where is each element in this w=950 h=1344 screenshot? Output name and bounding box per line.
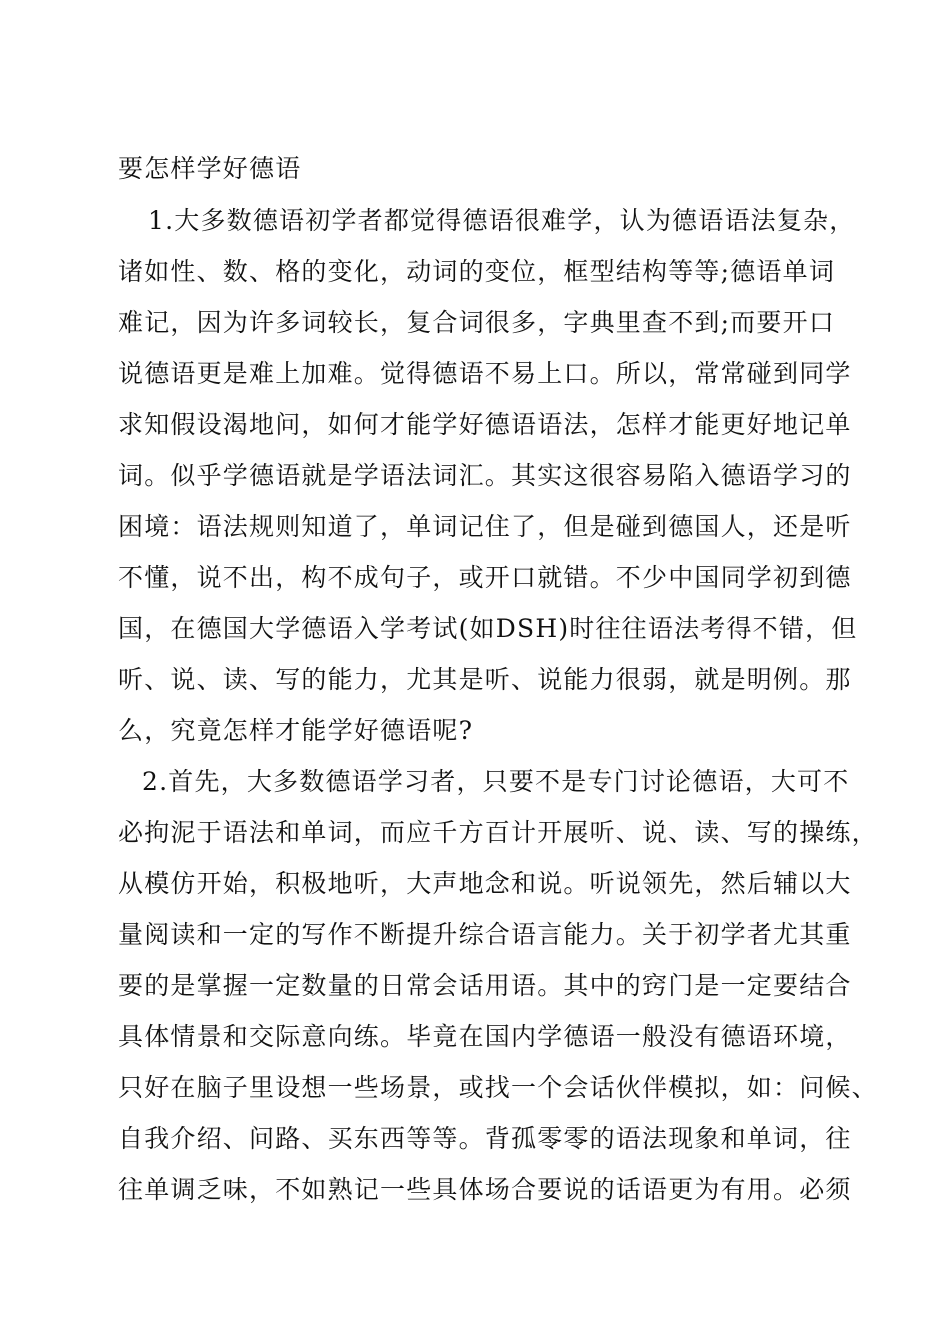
paragraph-1-line-11: 么，究竟怎样才能学好德语呢? <box>118 716 474 745</box>
paragraph-1-line-3: 难记，因为许多词较长，复合词很多，字典里查不到;而要开口 <box>118 308 836 337</box>
paragraph-1-line-7: 困境：语法规则知道了，单词记住了，但是碰到德国人，还是听 <box>118 512 852 541</box>
paragraph-2-line-7: 只好在脑子里设想一些场景，或找一个会话伙伴模拟，如：问候、 <box>118 1073 878 1102</box>
paragraph-1-line-1: 1.大多数德语初学者都觉得德语很难学，认为德语语法复杂， <box>148 206 856 235</box>
document-title: 要怎样学好德语 <box>118 154 302 183</box>
paragraph-1-line-5: 求知假设渴地问，如何才能学好德语语法，怎样才能更好地记单 <box>118 410 852 439</box>
paragraph-1-line-8: 不懂，说不出，构不成句子，或开口就错。不少中国同学初到德 <box>118 563 852 592</box>
paragraph-2-line-3: 从模仿开始，积极地听，大声地念和说。听说领先，然后辅以大 <box>118 869 852 898</box>
paragraph-2-line-6: 具体情景和交际意向练。毕竟在国内学德语一般没有德语环境， <box>118 1022 852 1051</box>
paragraph-1-line-4: 说德语更是难上加难。觉得德语不易上口。所以，常常碰到同学 <box>118 359 852 388</box>
paragraph-1-line-6: 词。似乎学德语就是学语法词汇。其实这很容易陷入德语学习的 <box>118 461 852 490</box>
paragraph-2-line-9: 往单调乏味，不如熟记一些具体场合要说的话语更为有用。必须 <box>118 1175 852 1204</box>
paragraph-1-line-2: 诸如性、数、格的变化，动词的变位，框型结构等等;德语单词 <box>118 257 836 286</box>
paragraph-2-line-4: 量阅读和一定的写作不断提升综合语言能力。关于初学者尤其重 <box>118 920 852 949</box>
paragraph-2-line-8: 自我介绍、问路、买东西等等。背孤零零的语法现象和单词，往 <box>118 1124 852 1153</box>
paragraph-2-line-2: 必拘泥于语法和单词，而应千方百计开展听、说、读、写的操练， <box>118 818 878 847</box>
paragraph-1-line-9: 国，在德国大学德语入学考试(如DSH)时往往语法考得不错，但 <box>118 614 858 643</box>
paragraph-2-line-1: 2.首先，大多数德语学习者，只要不是专门讨论德语，大可不 <box>142 767 850 796</box>
paragraph-1-line-10: 听、说、读、写的能力，尤其是听、说能力很弱，就是明例。那 <box>118 665 852 694</box>
paragraph-2-line-5: 要的是掌握一定数量的日常会话用语。其中的窍门是一定要结合 <box>118 971 852 1000</box>
